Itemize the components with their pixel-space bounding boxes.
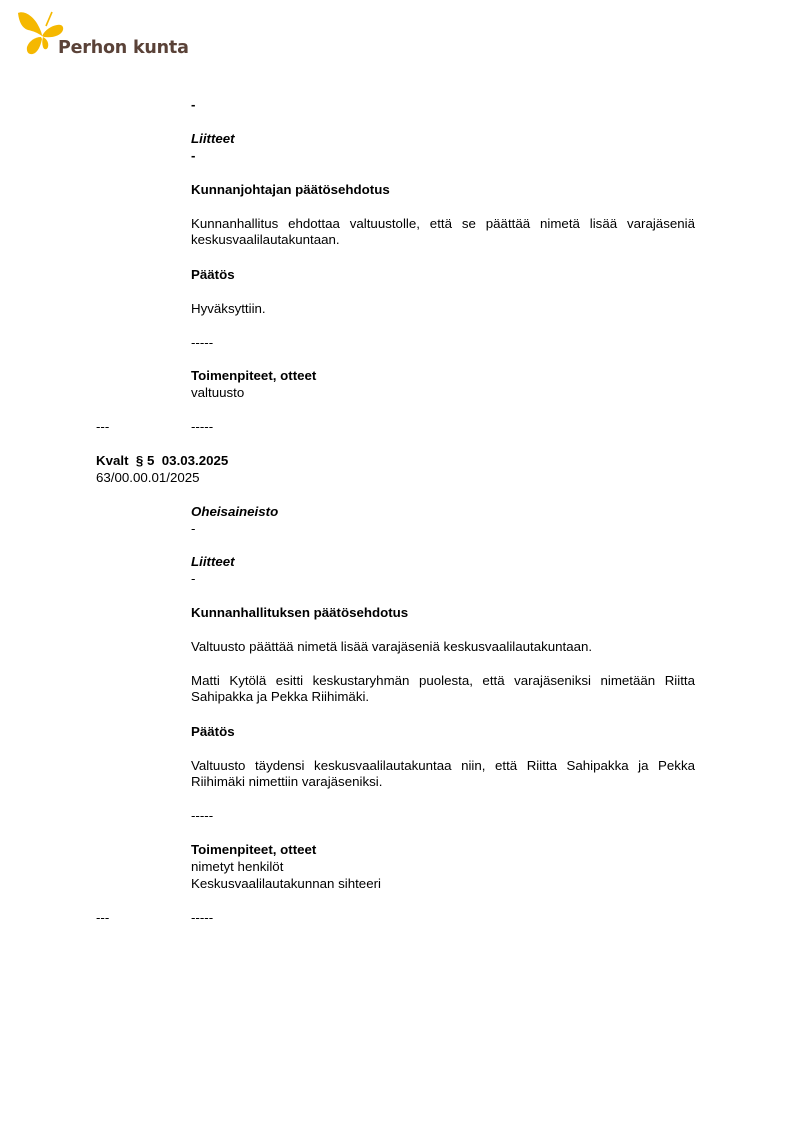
liitteet-value: - <box>191 571 196 586</box>
oheisaineisto-heading: Oheisaineisto <box>191 504 279 519</box>
liitteet-value: - <box>191 148 196 163</box>
section-end-right: ----- <box>191 910 214 925</box>
perho-logo <box>16 10 189 60</box>
liitteet-heading: Liitteet <box>191 131 235 146</box>
oheisaineisto-value: - <box>191 521 196 536</box>
dash-marker: - <box>191 97 196 112</box>
proposal-heading: Kunnanjohtajan päätösehdotus <box>191 182 390 197</box>
actions-value: valtuusto <box>191 385 245 400</box>
separator: ----- <box>191 808 214 823</box>
motion-text: Matti Kytölä esitti keskustaryhmän puolesta, että varajäseniksi nimetään Riitta Sahipakka ja Pekka Riihimäki. <box>191 673 695 704</box>
decision-heading: Päätös <box>191 267 235 282</box>
proposal-text: Kunnanhallitus ehdottaa valtuustolle, että se päättää nimetä lisää varajäseniä keskusvaalilautakuntaan. <box>191 216 695 247</box>
decision-text: Hyväksyttiin. <box>191 301 266 316</box>
logo-text: Perhon kunta <box>58 38 189 58</box>
actions-value: nimetyt henkilöt <box>191 859 284 874</box>
decision-heading: Päätös <box>191 724 235 739</box>
section-reference-title: Kvalt § 5 03.03.2025 <box>96 453 229 468</box>
section-end-right: ----- <box>191 419 214 434</box>
actions-heading: Toimenpiteet, otteet <box>191 842 317 857</box>
section-reference-number: 63/00.00.01/2025 <box>96 470 200 485</box>
section-end-left: --- <box>96 419 110 434</box>
actions-value: Keskusvaalilautakunnan sihteeri <box>191 876 381 891</box>
decision-text: Valtuusto täydensi keskusvaalilautakuntaa niin, että Riitta Sahipakka ja Pekka Riihimäki nimettiin varajäseniksi. <box>191 758 695 789</box>
liitteet-heading: Liitteet <box>191 554 235 569</box>
proposal-text: Valtuusto päättää nimetä lisää varajäseniä keskusvaalilautakuntaan. <box>191 639 593 654</box>
separator: ----- <box>191 335 214 350</box>
section-end-left: --- <box>96 910 110 925</box>
proposal-heading: Kunnanhallituksen päätösehdotus <box>191 605 409 620</box>
actions-heading: Toimenpiteet, otteet <box>191 368 317 383</box>
